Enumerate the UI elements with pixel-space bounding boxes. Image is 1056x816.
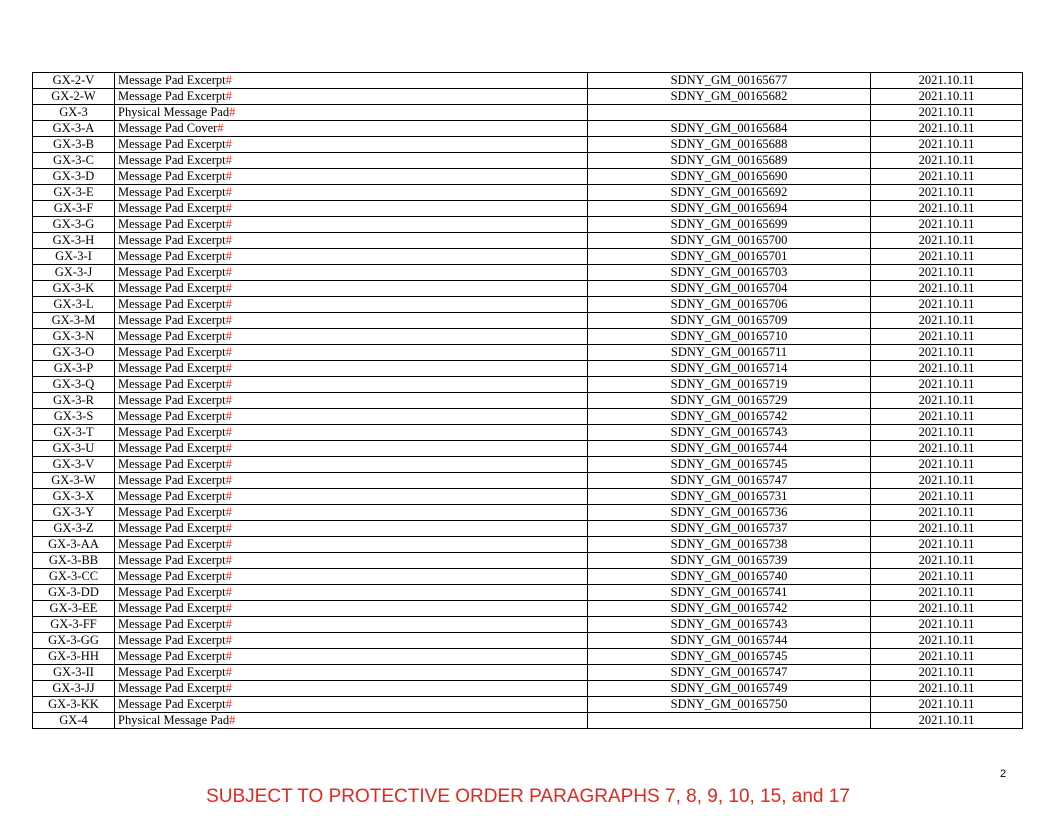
bates-number: SDNY_GM_00165741 [588,585,871,601]
exhibit-number: GX-3-N [33,329,115,345]
description-marker: # [225,281,232,295]
exhibit-row [33,457,1023,473]
exhibit-description-cell [115,585,588,601]
exhibit-description: Message Pad Excerpt [118,265,226,279]
exhibit-row [33,553,1023,569]
exhibit-description: Message Pad Excerpt [118,233,226,247]
bates-number: SDNY_GM_00165744 [588,441,871,457]
bates-number: SDNY_GM_00165714 [588,361,871,377]
exhibit-description-cell [115,505,588,521]
exhibit-description: Message Pad Excerpt [118,617,226,631]
exhibit-date: 2021.10.11 [871,617,1023,633]
exhibit-number: GX-3-R [33,393,115,409]
exhibit-description: Message Pad Excerpt [118,473,226,487]
exhibit-description-cell [115,521,588,537]
exhibit-number: GX-3-FF [33,617,115,633]
bates-number: SDNY_GM_00165694 [588,201,871,217]
exhibit-number: GX-3-L [33,297,115,313]
exhibit-number: GX-4 [33,713,115,729]
exhibit-row [33,601,1023,617]
exhibit-description: Message Pad Excerpt [118,521,226,535]
description-marker: # [225,217,232,231]
exhibit-row [33,361,1023,377]
exhibit-description: Message Pad Excerpt [118,441,226,455]
description-marker: # [225,265,232,279]
description-marker: # [225,201,232,215]
exhibit-date: 2021.10.11 [871,201,1023,217]
exhibit-row [33,249,1023,265]
bates-number: SDNY_GM_00165731 [588,489,871,505]
exhibit-description-cell [115,665,588,681]
bates-number: SDNY_GM_00165684 [588,121,871,137]
description-marker: # [225,153,232,167]
exhibit-number: GX-3-AA [33,537,115,553]
exhibit-row [33,105,1023,121]
exhibit-date: 2021.10.11 [871,313,1023,329]
bates-number: SDNY_GM_00165711 [588,345,871,361]
exhibit-description-cell [115,153,588,169]
exhibit-description-cell [115,281,588,297]
exhibit-description-cell [115,169,588,185]
exhibit-description: Message Pad Excerpt [118,137,226,151]
exhibit-date: 2021.10.11 [871,105,1023,121]
exhibit-description: Message Pad Excerpt [118,201,226,215]
exhibit-description-cell [115,201,588,217]
bates-number: SDNY_GM_00165682 [588,89,871,105]
description-marker: # [225,313,232,327]
exhibit-date: 2021.10.11 [871,457,1023,473]
exhibit-description-cell [115,329,588,345]
bates-number: SDNY_GM_00165743 [588,425,871,441]
exhibit-number: GX-3-C [33,153,115,169]
exhibit-description: Message Pad Excerpt [118,169,226,183]
exhibit-number: GX-3-J [33,265,115,281]
bates-number: SDNY_GM_00165747 [588,473,871,489]
description-marker: # [225,297,232,311]
exhibit-date: 2021.10.11 [871,697,1023,713]
bates-number: SDNY_GM_00165738 [588,537,871,553]
exhibit-date: 2021.10.11 [871,265,1023,281]
exhibit-number: GX-3-A [33,121,115,137]
exhibit-date: 2021.10.11 [871,505,1023,521]
exhibit-row [33,281,1023,297]
description-marker: # [225,137,232,151]
exhibit-description-cell [115,73,588,89]
bates-number: SDNY_GM_00165701 [588,249,871,265]
exhibit-description-cell [115,249,588,265]
protective-order-footer: SUBJECT TO PROTECTIVE ORDER PARAGRAPHS 7, 8, 9, 10, 15, and 17 [206,786,850,807]
exhibit-description-cell [115,233,588,249]
exhibit-row [33,489,1023,505]
exhibit-description: Message Pad Excerpt [118,505,226,519]
exhibit-date: 2021.10.11 [871,649,1023,665]
description-marker: # [225,601,232,615]
exhibit-row [33,297,1023,313]
exhibit-date: 2021.10.11 [871,601,1023,617]
exhibit-description: Message Pad Excerpt [118,569,226,583]
bates-number [588,105,871,121]
exhibit-description-cell [115,185,588,201]
exhibit-description-cell [115,697,588,713]
exhibit-number: GX-3-II [33,665,115,681]
exhibit-number: GX-3-E [33,185,115,201]
exhibit-description-cell [115,425,588,441]
exhibit-row [33,137,1023,153]
exhibit-table [32,72,1023,729]
exhibit-description-cell [115,393,588,409]
exhibit-description-cell [115,377,588,393]
exhibit-description-cell [115,713,588,729]
exhibit-row [33,473,1023,489]
exhibit-description-cell [115,441,588,457]
exhibit-row [33,89,1023,105]
exhibit-number: GX-3-U [33,441,115,457]
exhibit-date: 2021.10.11 [871,521,1023,537]
exhibit-number: GX-3-JJ [33,681,115,697]
exhibit-row [33,665,1023,681]
exhibit-description: Message Pad Excerpt [118,697,226,711]
exhibit-number: GX-3-V [33,457,115,473]
exhibit-row [33,649,1023,665]
bates-number: SDNY_GM_00165736 [588,505,871,521]
exhibit-number: GX-3-DD [33,585,115,601]
exhibit-description-cell [115,473,588,489]
exhibit-description: Message Pad Excerpt [118,89,226,103]
exhibit-description: Message Pad Excerpt [118,313,226,327]
exhibit-number: GX-3-S [33,409,115,425]
exhibit-date: 2021.10.11 [871,569,1023,585]
exhibit-description-cell [115,137,588,153]
exhibit-description: Message Pad Excerpt [118,633,226,647]
exhibit-row [33,617,1023,633]
exhibit-row [33,217,1023,233]
description-marker: # [225,409,232,423]
exhibit-number: GX-3-HH [33,649,115,665]
exhibit-number: GX-3 [33,105,115,121]
description-marker: # [225,425,232,439]
description-marker: # [225,697,232,711]
exhibit-number: GX-3-T [33,425,115,441]
bates-number: SDNY_GM_00165745 [588,649,871,665]
exhibit-number: GX-3-GG [33,633,115,649]
exhibit-table-body [33,73,1023,729]
bates-number: SDNY_GM_00165703 [588,265,871,281]
description-marker: # [225,569,232,583]
bates-number: SDNY_GM_00165690 [588,169,871,185]
exhibit-date: 2021.10.11 [871,249,1023,265]
exhibit-description: Physical Message Pad [118,713,230,727]
page-number: 2 [1000,768,1007,780]
description-marker: # [225,681,232,695]
exhibit-row [33,393,1023,409]
description-marker: # [225,361,232,375]
exhibit-description: Message Pad Excerpt [118,537,226,551]
bates-number: SDNY_GM_00165688 [588,137,871,153]
exhibit-description: Message Pad Excerpt [118,649,226,663]
exhibit-row [33,425,1023,441]
exhibit-description: Message Pad Excerpt [118,665,226,679]
exhibit-row [33,73,1023,89]
exhibit-row [33,329,1023,345]
exhibit-description: Message Pad Excerpt [118,553,226,567]
exhibit-description-cell [115,457,588,473]
bates-number: SDNY_GM_00165704 [588,281,871,297]
exhibit-number: GX-3-Z [33,521,115,537]
exhibit-number: GX-3-EE [33,601,115,617]
exhibit-row [33,345,1023,361]
exhibit-description-cell [115,345,588,361]
exhibit-number: GX-3-KK [33,697,115,713]
exhibit-description-cell [115,489,588,505]
bates-number: SDNY_GM_00165739 [588,553,871,569]
exhibit-description: Message Pad Cover [118,121,218,135]
bates-number: SDNY_GM_00165743 [588,617,871,633]
exhibit-date: 2021.10.11 [871,585,1023,601]
description-marker: # [225,473,232,487]
exhibit-number: GX-3-Q [33,377,115,393]
description-marker: # [229,105,236,119]
exhibit-description-cell [115,633,588,649]
bates-number: SDNY_GM_00165700 [588,233,871,249]
description-marker: # [225,393,232,407]
exhibit-number: GX-3-P [33,361,115,377]
exhibit-number: GX-3-Y [33,505,115,521]
exhibit-date: 2021.10.11 [871,185,1023,201]
exhibit-date: 2021.10.11 [871,409,1023,425]
description-marker: # [225,441,232,455]
exhibit-row [33,201,1023,217]
description-marker: # [229,713,236,727]
description-marker: # [225,89,232,103]
exhibit-number: GX-2-V [33,73,115,89]
exhibit-description: Message Pad Excerpt [118,249,226,263]
exhibit-description-cell [115,553,588,569]
exhibit-description-cell [115,409,588,425]
exhibit-row [33,681,1023,697]
exhibit-description-cell [115,265,588,281]
exhibit-number: GX-3-X [33,489,115,505]
exhibit-description-cell [115,361,588,377]
description-marker: # [225,73,232,87]
exhibit-date: 2021.10.11 [871,681,1023,697]
exhibit-number: GX-3-M [33,313,115,329]
description-marker: # [225,185,232,199]
bates-number: SDNY_GM_00165742 [588,409,871,425]
description-marker: # [225,649,232,663]
exhibit-date: 2021.10.11 [871,713,1023,729]
bates-number: SDNY_GM_00165747 [588,665,871,681]
bates-number: SDNY_GM_00165749 [588,681,871,697]
exhibit-date: 2021.10.11 [871,537,1023,553]
exhibit-date: 2021.10.11 [871,553,1023,569]
bates-number: SDNY_GM_00165677 [588,73,871,89]
bates-number: SDNY_GM_00165710 [588,329,871,345]
exhibit-row [33,169,1023,185]
exhibit-description-cell [115,121,588,137]
exhibit-description: Message Pad Excerpt [118,185,226,199]
description-marker: # [217,121,224,135]
exhibit-description-cell [115,569,588,585]
exhibit-date: 2021.10.11 [871,137,1023,153]
exhibit-description: Message Pad Excerpt [118,457,226,471]
exhibit-row [33,633,1023,649]
exhibit-date: 2021.10.11 [871,665,1023,681]
exhibit-number: GX-3-O [33,345,115,361]
exhibit-description-cell [115,297,588,313]
exhibit-row [33,505,1023,521]
description-marker: # [225,665,232,679]
exhibit-description: Message Pad Excerpt [118,217,226,231]
exhibit-date: 2021.10.11 [871,73,1023,89]
bates-number: SDNY_GM_00165729 [588,393,871,409]
description-marker: # [225,633,232,647]
exhibit-date: 2021.10.11 [871,441,1023,457]
exhibit-number: GX-3-D [33,169,115,185]
exhibit-date: 2021.10.11 [871,153,1023,169]
exhibit-description: Message Pad Excerpt [118,297,226,311]
bates-number: SDNY_GM_00165745 [588,457,871,473]
exhibit-description-cell [115,105,588,121]
exhibit-number: GX-3-BB [33,553,115,569]
exhibit-date: 2021.10.11 [871,345,1023,361]
description-marker: # [225,249,232,263]
exhibit-date: 2021.10.11 [871,489,1023,505]
exhibit-date: 2021.10.11 [871,473,1023,489]
bates-number: SDNY_GM_00165692 [588,185,871,201]
exhibit-row [33,121,1023,137]
exhibit-date: 2021.10.11 [871,425,1023,441]
exhibit-description: Message Pad Excerpt [118,393,226,407]
bates-number: SDNY_GM_00165689 [588,153,871,169]
exhibit-number: GX-3-B [33,137,115,153]
description-marker: # [225,169,232,183]
exhibit-description: Message Pad Excerpt [118,681,226,695]
description-marker: # [225,585,232,599]
exhibit-description-cell [115,681,588,697]
exhibit-date: 2021.10.11 [871,217,1023,233]
bates-number: SDNY_GM_00165699 [588,217,871,233]
description-marker: # [225,489,232,503]
description-marker: # [225,377,232,391]
exhibit-number: GX-3-K [33,281,115,297]
description-marker: # [225,329,232,343]
description-marker: # [225,457,232,471]
exhibit-row [33,409,1023,425]
exhibit-description: Message Pad Excerpt [118,409,226,423]
description-marker: # [225,617,232,631]
description-marker: # [225,521,232,535]
description-marker: # [225,553,232,567]
exhibit-description: Message Pad Excerpt [118,73,226,87]
exhibit-number: GX-3-CC [33,569,115,585]
exhibit-description: Message Pad Excerpt [118,425,226,439]
bates-number: SDNY_GM_00165744 [588,633,871,649]
bates-number: SDNY_GM_00165740 [588,569,871,585]
exhibit-row [33,713,1023,729]
exhibit-date: 2021.10.11 [871,329,1023,345]
exhibit-number: GX-3-I [33,249,115,265]
exhibit-row [33,153,1023,169]
exhibit-row [33,441,1023,457]
exhibit-number: GX-2-W [33,89,115,105]
description-marker: # [225,233,232,247]
bates-number: SDNY_GM_00165750 [588,697,871,713]
exhibit-date: 2021.10.11 [871,121,1023,137]
exhibit-row [33,537,1023,553]
bates-number: SDNY_GM_00165706 [588,297,871,313]
description-marker: # [225,505,232,519]
exhibit-row [33,585,1023,601]
exhibit-description-cell [115,217,588,233]
exhibit-number: GX-3-G [33,217,115,233]
bates-number: SDNY_GM_00165742 [588,601,871,617]
exhibit-description: Physical Message Pad [118,105,230,119]
bates-number: SDNY_GM_00165709 [588,313,871,329]
exhibit-row [33,233,1023,249]
exhibit-date: 2021.10.11 [871,377,1023,393]
exhibit-description: Message Pad Excerpt [118,153,226,167]
exhibit-description-cell [115,537,588,553]
exhibit-date: 2021.10.11 [871,169,1023,185]
exhibit-description: Message Pad Excerpt [118,281,226,295]
exhibit-date: 2021.10.11 [871,393,1023,409]
bates-number [588,713,871,729]
description-marker: # [225,345,232,359]
exhibit-description-cell [115,313,588,329]
exhibit-date: 2021.10.11 [871,233,1023,249]
exhibit-description: Message Pad Excerpt [118,361,226,375]
exhibit-number: GX-3-F [33,201,115,217]
exhibit-date: 2021.10.11 [871,633,1023,649]
exhibit-description: Message Pad Excerpt [118,489,226,503]
exhibit-date: 2021.10.11 [871,361,1023,377]
exhibit-description: Message Pad Excerpt [118,377,226,391]
exhibit-row [33,265,1023,281]
exhibit-row [33,521,1023,537]
exhibit-row [33,377,1023,393]
exhibit-number: GX-3-W [33,473,115,489]
exhibit-description: Message Pad Excerpt [118,329,226,343]
exhibit-description-cell [115,649,588,665]
bates-number: SDNY_GM_00165719 [588,377,871,393]
exhibit-row [33,185,1023,201]
description-marker: # [225,537,232,551]
exhibit-row [33,569,1023,585]
exhibit-description-cell [115,89,588,105]
exhibit-description: Message Pad Excerpt [118,601,226,615]
bates-number: SDNY_GM_00165737 [588,521,871,537]
exhibit-row [33,313,1023,329]
exhibit-date: 2021.10.11 [871,297,1023,313]
exhibit-description: Message Pad Excerpt [118,585,226,599]
exhibit-description-cell [115,617,588,633]
exhibit-description-cell [115,601,588,617]
exhibit-date: 2021.10.11 [871,281,1023,297]
exhibit-description: Message Pad Excerpt [118,345,226,359]
exhibit-row [33,697,1023,713]
exhibit-number: GX-3-H [33,233,115,249]
exhibit-date: 2021.10.11 [871,89,1023,105]
